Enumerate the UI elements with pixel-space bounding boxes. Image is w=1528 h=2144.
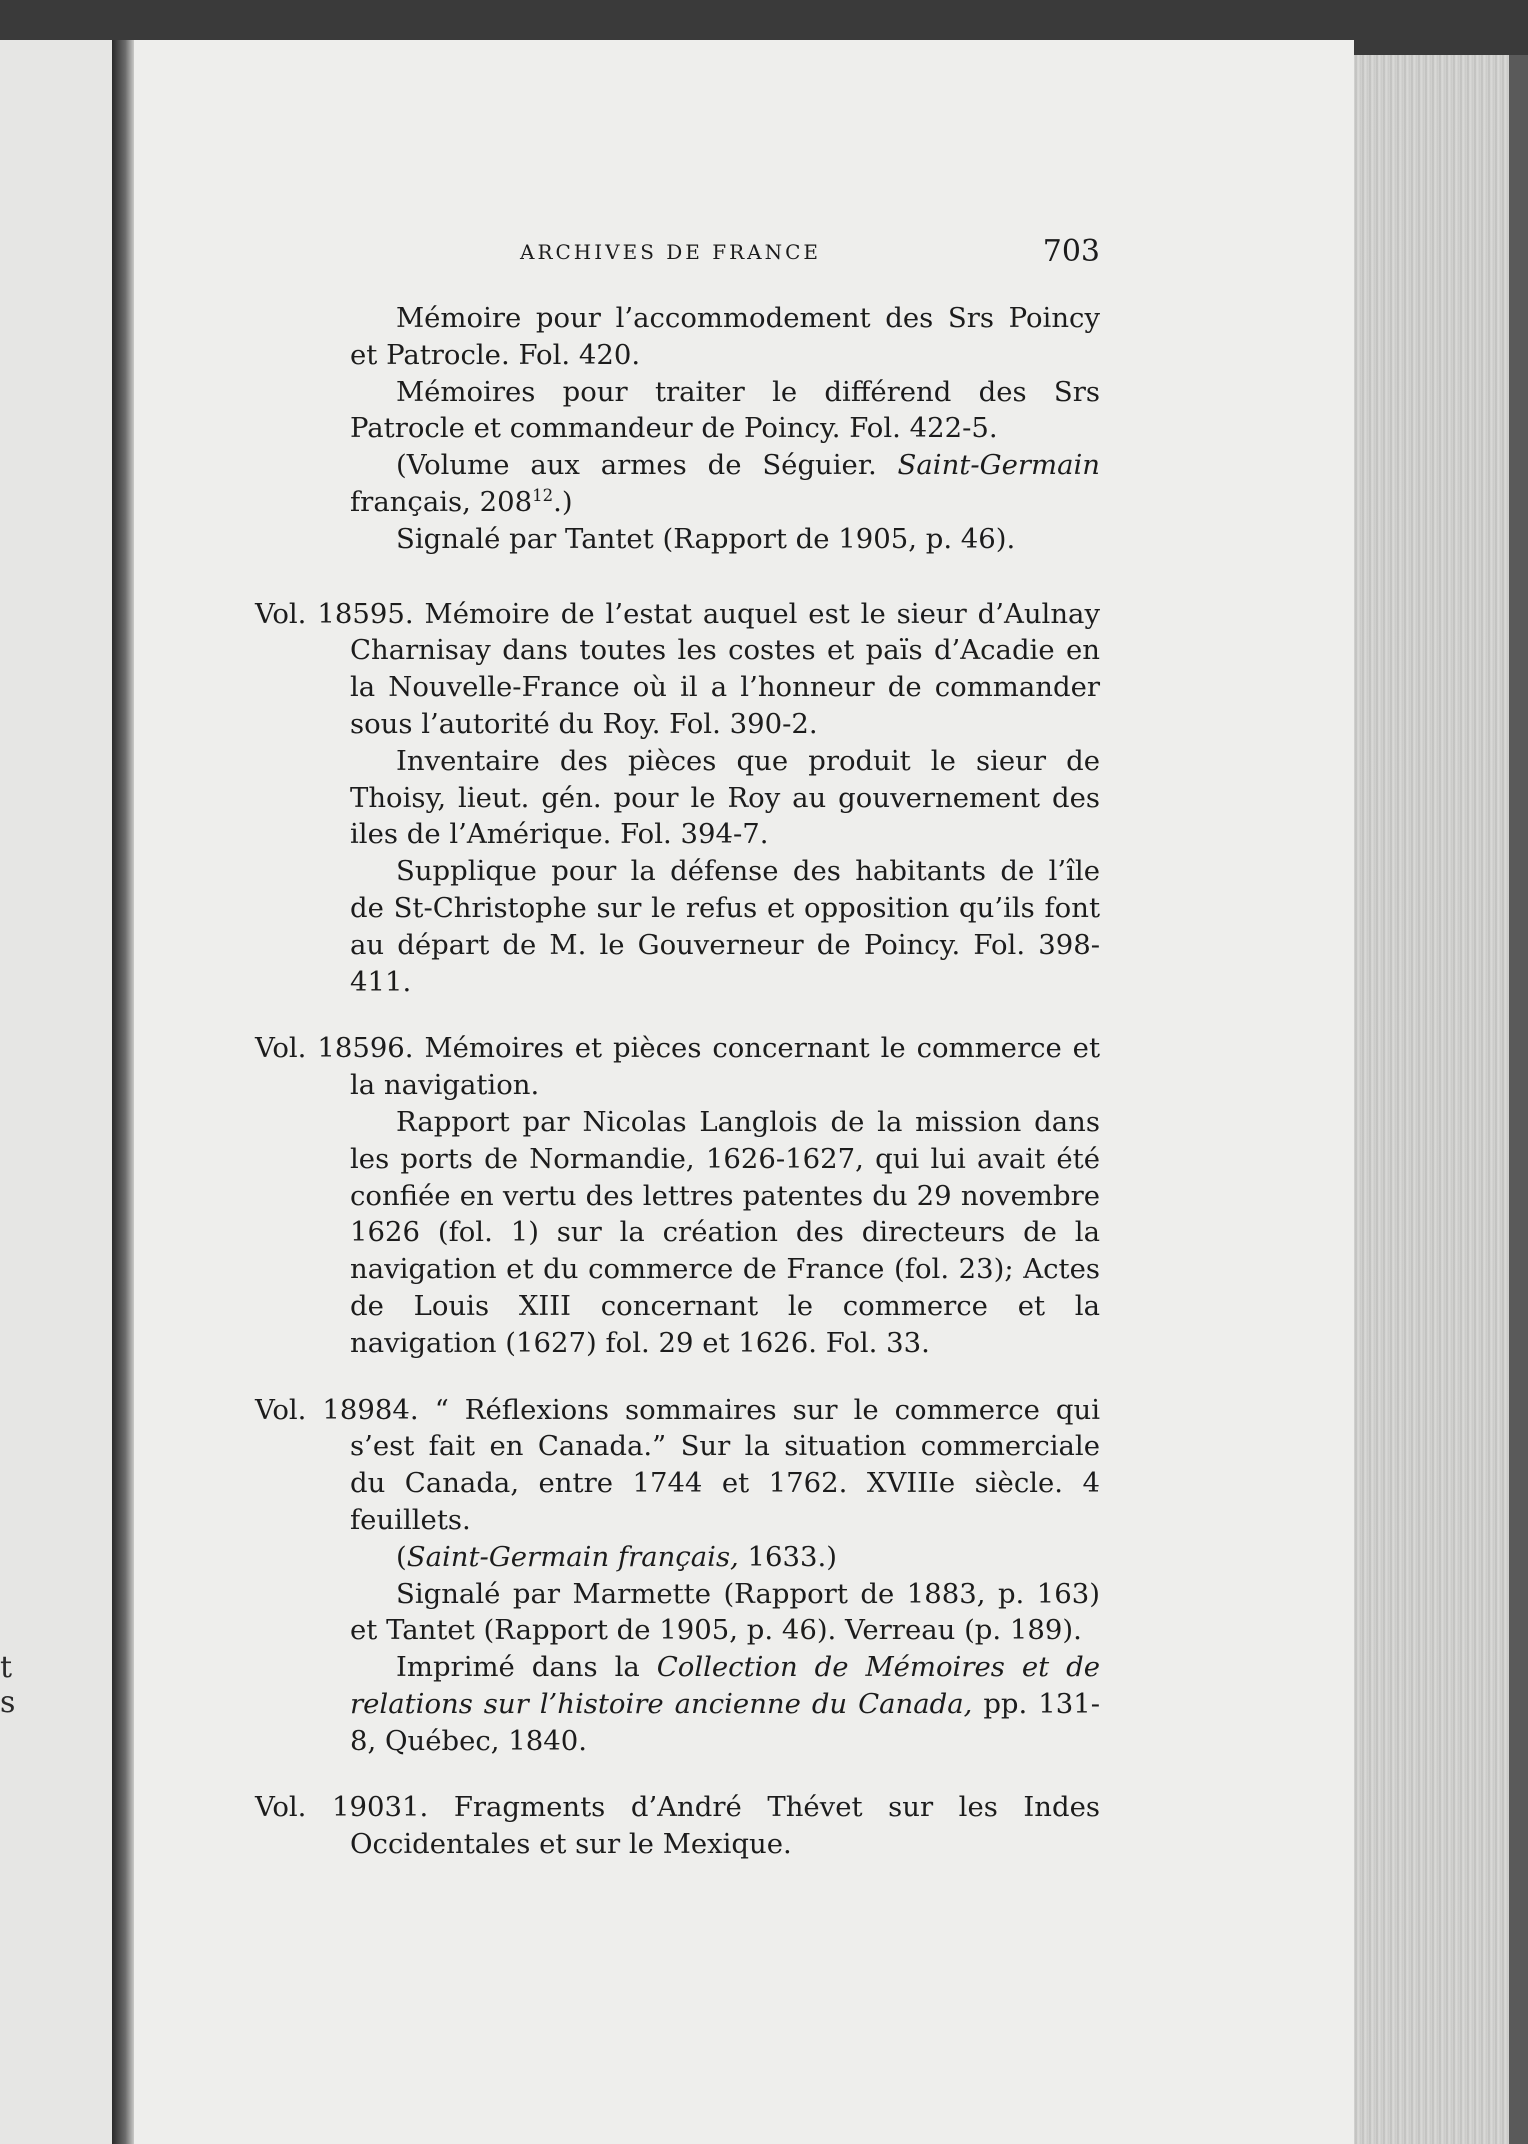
- imprime-pre: Imprimé dans la: [396, 1651, 657, 1684]
- volume-number: Vol. 19031.: [255, 1791, 429, 1824]
- paragraph: Rapport par Nicolas Langlois de la mission dans les ports de Normandie, 1626-1627, qui lui avait été confiée en vertu des lettres patentes du 29 novembre 1626 (fol. 1) sur la création des directeurs de la navigation et du commerce de France (fol. 23); Actes de Louis XIII concernant le commerce et la navigation (1627) fol. 29 et 1626. Fol. 33.: [350, 1105, 1100, 1359]
- volume-note: [350, 447, 1100, 521]
- volume-entry: [255, 1392, 1100, 1539]
- left-page-edge: [0, 40, 112, 2144]
- entry-text: Mémoire de l’estat auquel est le sieur d’Aulnay Charnisay dans toutes les costes et païs d’Acadie en la Nouvelle-France où il a l’honneur de commander sous l’autorité du Roy. Fol. 390-2.: [350, 597, 1100, 740]
- note-superscript: 12: [532, 485, 554, 505]
- source-note: [350, 1539, 1100, 1576]
- paragraph: Mémoire pour l’accommodement des Srs Poincy et Patrocle. Fol. 420.: [350, 302, 1100, 371]
- paragraph: Mémoires pour traiter le différend des Srs Patrocle et commandeur de Poincy. Fol. 422-5.: [350, 375, 1100, 445]
- entry-text: Mémoires et pièces concernant le commerce et la navigation.: [350, 1032, 1100, 1102]
- volume-entry: [255, 596, 1100, 743]
- source-open: (: [396, 1540, 407, 1573]
- imprime-post: pp. 131-8, Québec, 1840.: [350, 1687, 1100, 1757]
- imprime-italic: Collection de Mémoires et de relations sur l’histoire ancienne du Canada,: [350, 1651, 1100, 1720]
- entry-text: “ Réflexions sommaires sur le commerce qui s’est fait en Canada.” Sur la situation commerciale du Canada, entre 1744 et 1762. XVIIIe siècle. 4 feuillets.: [350, 1393, 1100, 1536]
- left-page-fragment: s: [0, 1685, 16, 1720]
- note-text: .): [553, 485, 573, 518]
- paragraph: Inventaire des pièces que produit le sieur de Thoisy, lieut. gén. pour le Roy au gouvernement des iles de l’Amérique. Fol. 394-7.: [350, 744, 1100, 851]
- volume-entry: [255, 1789, 1100, 1863]
- page-stack-shadow: [1509, 55, 1528, 2144]
- note-text: (Volume aux armes de Séguier.: [396, 449, 898, 482]
- volume-entry: [255, 1030, 1100, 1104]
- text-block: [255, 300, 1100, 1863]
- paragraph: Signalé par Marmette (Rapport de 1883, p. 163) et Tantet (Rapport de 1905, p. 46). Verreau (p. 189).: [350, 1577, 1100, 1647]
- paragraph: Signalé par Tantet (Rapport de 1905, p. 46).: [396, 522, 1016, 555]
- entry-text: Fragments d’André Thévet sur les Indes Occidentales et sur le Mexique.: [350, 1791, 1100, 1861]
- running-head: [350, 234, 1100, 280]
- volume-number: Vol. 18984.: [255, 1393, 419, 1426]
- source-italic: Saint-Germain français,: [406, 1540, 739, 1573]
- page-number: 703: [1042, 234, 1100, 269]
- paragraph: Supplique pour la défense des habitants de l’île de St-Christophe sur le refus et opposition qu’ils font au départ de M. le Gouverneur de Poincy. Fol. 398-411.: [350, 855, 1100, 998]
- volume-number: Vol. 18595.: [255, 597, 414, 630]
- running-title: ARCHIVES DE FRANCE: [520, 240, 822, 264]
- book-gutter: [112, 40, 134, 2144]
- imprime-note: [350, 1649, 1100, 1759]
- left-page-fragment: t: [0, 1650, 13, 1685]
- page-stack-edge: [1354, 55, 1509, 2144]
- volume-number: Vol. 18596.: [255, 1032, 414, 1065]
- note-text: français, 208: [350, 485, 533, 518]
- note-italic: Saint-Germain: [897, 449, 1100, 482]
- source-close: 1633.): [738, 1540, 838, 1573]
